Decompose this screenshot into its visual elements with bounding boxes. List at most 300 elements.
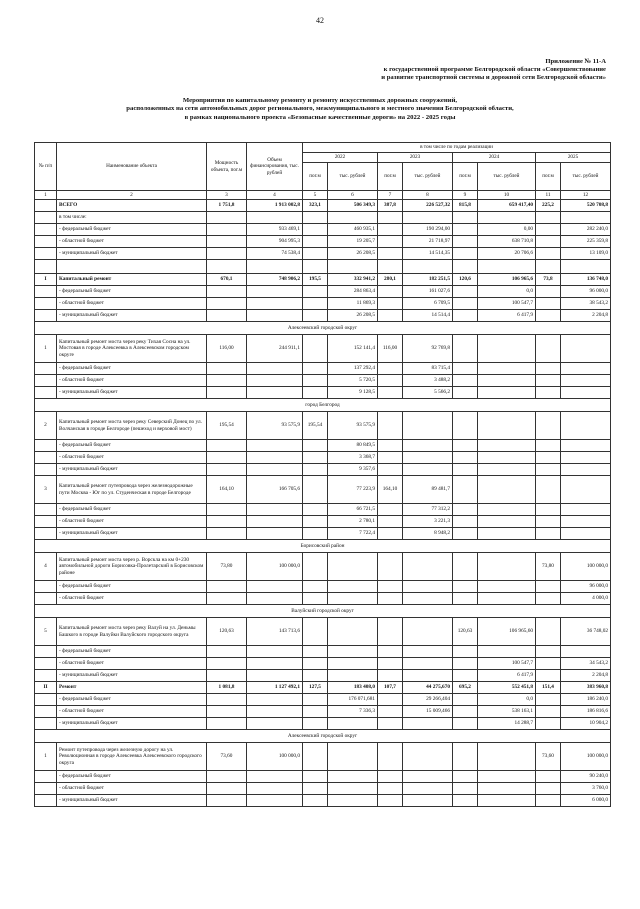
cell-value — [453, 771, 478, 783]
title-line-3: в рамках национального проекта «Безопасные качественные дороги» на 2022 - 2025 годы — [184, 113, 456, 121]
cell-value: 13 109,0 — [561, 248, 611, 260]
row-label: - муниципальный бюджет — [57, 528, 207, 540]
cell-value — [478, 452, 536, 464]
cell-value: 34 543,2 — [561, 658, 611, 670]
table-row — [35, 452, 611, 464]
cell-value — [378, 412, 403, 440]
cell-value: 2 204,8 — [561, 310, 611, 322]
row-label: - областной бюджет — [57, 516, 207, 528]
cell-value — [403, 212, 453, 224]
row-label: Капитальный ремонт моста через реку Тихая Сосна на ул. Мостовая в городе Алексеевка в Алексеевском городском округе — [57, 335, 207, 363]
row-number — [35, 706, 57, 718]
row-label: - федеральный бюджет — [57, 646, 207, 658]
cell-value — [478, 335, 536, 363]
cell-value — [561, 260, 611, 274]
table-row — [35, 200, 611, 212]
cell-value: 520 708,8 — [561, 200, 611, 212]
cell-value: 21 718,97 — [403, 236, 453, 248]
cell-value: 96 000,0 — [561, 286, 611, 298]
row-label: - муниципальный бюджет — [57, 387, 207, 399]
cell-value: 6 709,5 — [403, 298, 453, 310]
row-label: - федеральный бюджет — [57, 440, 207, 452]
cell-value: 383 960,8 — [561, 682, 611, 694]
cell-value — [536, 528, 561, 540]
header-num: № п/п — [35, 143, 57, 191]
cell-value — [207, 440, 247, 452]
table-row — [35, 363, 611, 375]
cell-value — [561, 452, 611, 464]
cell-value — [303, 236, 328, 248]
table-row — [35, 706, 611, 718]
cell-value: 38 543,2 — [561, 298, 611, 310]
cell-value — [378, 260, 403, 274]
cell-value — [207, 298, 247, 310]
cell-value — [403, 646, 453, 658]
cell-value — [303, 783, 328, 795]
cell-value: 73,80 — [536, 553, 561, 581]
cell-value: 106 965,60 — [478, 618, 536, 646]
cell-value: 116,00 — [378, 335, 403, 363]
cell-value — [561, 516, 611, 528]
cell-value — [328, 646, 378, 658]
cell-value: 933 469,1 — [247, 224, 303, 236]
column-number: 2 — [57, 191, 207, 200]
table-row — [35, 581, 611, 593]
cell-value: 66 721,5 — [328, 504, 378, 516]
cell-value — [536, 412, 561, 440]
cell-value — [453, 452, 478, 464]
cell-value — [207, 387, 247, 399]
cell-value — [453, 260, 478, 274]
cell-value — [247, 464, 303, 476]
cell-value: 225,2 — [536, 200, 561, 212]
cell-value — [378, 224, 403, 236]
cell-value — [453, 412, 478, 440]
cell-value: 176 071,681 — [328, 694, 378, 706]
row-number — [35, 783, 57, 795]
row-label: - областной бюджет — [57, 706, 207, 718]
cell-value — [453, 375, 478, 387]
cell-value — [536, 504, 561, 516]
cell-value: 8 948,2 — [403, 528, 453, 540]
cell-value — [536, 298, 561, 310]
cell-value — [536, 452, 561, 464]
header-funding: Объем финансирования, тыс. рублей — [247, 143, 303, 191]
row-number — [35, 464, 57, 476]
cell-value — [453, 528, 478, 540]
row-number — [35, 593, 57, 605]
cell-value — [453, 718, 478, 730]
cell-value — [247, 771, 303, 783]
table-row — [35, 335, 611, 363]
cell-value: 136 748,0 — [561, 274, 611, 286]
cell-value — [403, 440, 453, 452]
header-pogm: пог.м — [378, 163, 403, 191]
cell-value — [536, 581, 561, 593]
cell-value: 80 849,5 — [328, 440, 378, 452]
cell-value: 280,1 — [378, 274, 403, 286]
cell-value — [207, 528, 247, 540]
row-number: 2 — [35, 412, 57, 440]
row-label: - муниципальный бюджет — [57, 670, 207, 682]
cell-value: 100 547,7 — [478, 298, 536, 310]
row-number: 1 — [35, 743, 57, 771]
cell-value: 748 906,2 — [247, 274, 303, 286]
cell-value — [478, 476, 536, 504]
cell-value — [378, 212, 403, 224]
row-label: - федеральный бюджет — [57, 581, 207, 593]
row-label: - муниципальный бюджет — [57, 464, 207, 476]
cell-value — [453, 795, 478, 807]
cell-value — [378, 375, 403, 387]
column-number: 3 — [207, 191, 247, 200]
row-number — [35, 224, 57, 236]
cell-value — [478, 593, 536, 605]
cell-value: 387,8 — [378, 200, 403, 212]
row-label: - федеральный бюджет — [57, 286, 207, 298]
cell-value — [247, 694, 303, 706]
section-title: Алексеевский городской округ — [35, 730, 611, 743]
cell-value — [303, 528, 328, 540]
row-label: - областной бюджет — [57, 658, 207, 670]
cell-value — [561, 412, 611, 440]
cell-value — [403, 670, 453, 682]
cell-value — [207, 646, 247, 658]
cell-value — [207, 363, 247, 375]
cell-value — [403, 783, 453, 795]
cell-value — [453, 224, 478, 236]
cell-value — [207, 375, 247, 387]
cell-value — [453, 504, 478, 516]
cell-value — [303, 464, 328, 476]
cell-value — [303, 553, 328, 581]
column-number: 10 — [478, 191, 536, 200]
cell-value: 552 451,8 — [478, 682, 536, 694]
cell-value — [403, 553, 453, 581]
cell-value — [303, 771, 328, 783]
cell-value — [478, 783, 536, 795]
cell-value — [328, 718, 378, 730]
cell-value — [536, 670, 561, 682]
cell-value — [478, 795, 536, 807]
cell-value — [403, 593, 453, 605]
cell-value: 2 204,8 — [561, 670, 611, 682]
cell-value: 106 965,6 — [478, 274, 536, 286]
cell-value: 6 417,9 — [478, 310, 536, 322]
cell-value — [207, 464, 247, 476]
cell-value — [536, 694, 561, 706]
cell-value — [207, 694, 247, 706]
cell-value — [453, 581, 478, 593]
cell-value — [247, 528, 303, 540]
cell-value — [478, 516, 536, 528]
cell-value: 182 251,5 — [403, 274, 453, 286]
cell-value — [453, 593, 478, 605]
cell-value — [378, 795, 403, 807]
cell-value: 137 292,4 — [328, 363, 378, 375]
cell-value: 164,10 — [378, 476, 403, 504]
cell-value — [403, 771, 453, 783]
cell-value: 460 935,1 — [328, 224, 378, 236]
cell-value — [378, 743, 403, 771]
cell-value — [378, 783, 403, 795]
cell-value: 19 205,7 — [328, 236, 378, 248]
cell-value — [303, 476, 328, 504]
cell-value — [536, 464, 561, 476]
table-row — [35, 236, 611, 248]
cell-value — [536, 248, 561, 260]
cell-value — [453, 298, 478, 310]
row-number — [35, 298, 57, 310]
cell-value — [536, 795, 561, 807]
cell-value — [403, 452, 453, 464]
table-row — [35, 670, 611, 682]
cell-value: 332 941,2 — [328, 274, 378, 286]
cell-value — [453, 783, 478, 795]
table-row — [35, 516, 611, 528]
row-number: 4 — [35, 553, 57, 581]
cell-value — [453, 286, 478, 298]
title-line-1: Мероприятия по капитальному ремонту и ремонту искусственных дорожных сооружений, — [182, 97, 458, 104]
cell-value — [247, 286, 303, 298]
cell-value — [403, 412, 453, 440]
table-row — [35, 682, 611, 694]
cell-value — [378, 646, 403, 658]
cell-value — [303, 212, 328, 224]
cell-value — [378, 310, 403, 322]
cell-value — [536, 363, 561, 375]
row-number — [35, 375, 57, 387]
table-row — [35, 212, 611, 224]
table-row — [35, 694, 611, 706]
row-label: - федеральный бюджет — [57, 504, 207, 516]
cell-value: 2 780,1 — [328, 516, 378, 528]
cell-value — [453, 212, 478, 224]
cell-value: 1 127 492,1 — [247, 682, 303, 694]
cell-value — [303, 646, 328, 658]
cell-value: 0,0 — [478, 286, 536, 298]
table-row — [35, 310, 611, 322]
row-label: Капитальный ремонт моста через р. Ворскла на км 0+230 автомобильной дороги Борисовка-Пролетарский в Борисовском районе — [57, 553, 207, 581]
cell-value: 90 240,0 — [561, 771, 611, 783]
row-label: - муниципальный бюджет — [57, 795, 207, 807]
section-row — [35, 540, 611, 553]
row-number — [35, 260, 57, 274]
cell-value — [247, 387, 303, 399]
row-label: Капитальный ремонт моста через реку Северский Донец по ул. Волчанская в городе Белгороде (пешеход и верховой мост) — [57, 412, 207, 440]
appendix-line-3: и развитие транспортной системы и дорожной сети Белгородской области» — [381, 74, 606, 81]
cell-value — [378, 593, 403, 605]
cell-value: 143 713,6 — [247, 618, 303, 646]
cell-value — [207, 310, 247, 322]
cell-value: 9 357,6 — [328, 464, 378, 476]
cell-value — [478, 212, 536, 224]
row-number: I — [35, 274, 57, 286]
column-number-row — [35, 191, 611, 200]
cell-value — [207, 795, 247, 807]
cell-value — [478, 553, 536, 581]
cell-value: 29 266,404 — [403, 694, 453, 706]
cell-value: 186 240,0 — [561, 694, 611, 706]
cell-value — [453, 236, 478, 248]
cell-value — [561, 646, 611, 658]
header-pogm: пог.м — [453, 163, 478, 191]
cell-value: 100 000,0 — [561, 553, 611, 581]
cell-value: 538 163,1 — [478, 706, 536, 718]
cell-value: 14 514,4 — [403, 310, 453, 322]
cell-value — [247, 298, 303, 310]
cell-value: 73,8 — [536, 274, 561, 286]
cell-value — [328, 553, 378, 581]
row-number — [35, 212, 57, 224]
row-number — [35, 387, 57, 399]
row-label: - федеральный бюджет — [57, 363, 207, 375]
cell-value: 89 481,7 — [403, 476, 453, 504]
cell-value — [328, 593, 378, 605]
cell-value — [536, 260, 561, 274]
cell-value — [207, 248, 247, 260]
header-tys: тыс. рублей — [328, 163, 378, 191]
cell-value — [303, 718, 328, 730]
cell-value: 73,80 — [207, 553, 247, 581]
header-year-2024: 2024 — [453, 153, 536, 163]
cell-value: 6 000,0 — [561, 795, 611, 807]
cell-value: 195,5 — [303, 274, 328, 286]
cell-value: 695,2 — [453, 682, 478, 694]
cell-value: 226 527,32 — [403, 200, 453, 212]
header-year-2023: 2023 — [378, 153, 453, 163]
cell-value: 15 009,466 — [403, 706, 453, 718]
row-number — [35, 504, 57, 516]
cell-value: 10 904,2 — [561, 718, 611, 730]
cell-value: 127,5 — [303, 682, 328, 694]
cell-value — [207, 670, 247, 682]
cell-value: 1 081,8 — [207, 682, 247, 694]
cell-value — [328, 670, 378, 682]
cell-value — [207, 593, 247, 605]
row-number — [35, 646, 57, 658]
cell-value — [536, 236, 561, 248]
cell-value — [247, 363, 303, 375]
cell-value — [478, 387, 536, 399]
cell-value — [247, 795, 303, 807]
row-number: 3 — [35, 476, 57, 504]
cell-value — [303, 670, 328, 682]
cell-value — [478, 581, 536, 593]
table-row — [35, 718, 611, 730]
cell-value: 73,60 — [207, 743, 247, 771]
row-label: Ремонт путепровода через железную дорогу на ул. Революционная в городе Алексеевка Алексеевского городского округа — [57, 743, 207, 771]
cell-value — [247, 658, 303, 670]
header-capacity: Мощность объекта, пог.м — [207, 143, 247, 191]
cell-value — [561, 335, 611, 363]
column-number: 12 — [561, 191, 611, 200]
section-title: Алексеевский городской округ — [35, 322, 611, 335]
cell-value: 7 336,3 — [328, 706, 378, 718]
row-number — [35, 452, 57, 464]
cell-value — [453, 363, 478, 375]
cell-value — [378, 504, 403, 516]
cell-value: 116,00 — [207, 335, 247, 363]
table-row — [35, 440, 611, 452]
cell-value: 0,0 — [478, 694, 536, 706]
table-row — [35, 593, 611, 605]
cell-value — [453, 694, 478, 706]
table-row — [35, 387, 611, 399]
row-number: II — [35, 682, 57, 694]
cell-value — [207, 452, 247, 464]
row-number — [35, 310, 57, 322]
row-label: - муниципальный бюджет — [57, 718, 207, 730]
cell-value — [561, 464, 611, 476]
row-label: Капитальный ремонт — [57, 274, 207, 286]
cell-value: 323,1 — [303, 200, 328, 212]
cell-value — [561, 375, 611, 387]
cell-value: 0,00 — [478, 224, 536, 236]
cell-value — [453, 248, 478, 260]
cell-value: 96 000,0 — [561, 581, 611, 593]
cell-value: 3 760,0 — [561, 783, 611, 795]
cell-value — [247, 783, 303, 795]
cell-value — [536, 618, 561, 646]
cell-value — [247, 504, 303, 516]
cell-value — [328, 212, 378, 224]
cell-value: 659 417,40 — [478, 200, 536, 212]
cell-value — [453, 658, 478, 670]
header-tys: тыс. рублей — [478, 163, 536, 191]
cell-value: 93 575,9 — [328, 412, 378, 440]
cell-value: 3 488,2 — [403, 375, 453, 387]
row-number — [35, 363, 57, 375]
cell-value — [328, 658, 378, 670]
cell-value: 6 417,9 — [478, 670, 536, 682]
cell-value — [536, 646, 561, 658]
cell-value: 164,10 — [207, 476, 247, 504]
table-row — [35, 658, 611, 670]
cell-value: 92 769,8 — [403, 335, 453, 363]
cell-value: 186 816,6 — [561, 706, 611, 718]
cell-value — [478, 440, 536, 452]
row-label: - областной бюджет — [57, 593, 207, 605]
cell-value — [303, 618, 328, 646]
cell-value — [207, 581, 247, 593]
table-row — [35, 298, 611, 310]
row-number: 1 — [35, 335, 57, 363]
cell-value — [378, 286, 403, 298]
row-number: 5 — [35, 618, 57, 646]
table-row — [35, 743, 611, 771]
cell-value: 77 223,9 — [328, 476, 378, 504]
row-label: Капитальный ремонт моста через реку Валуй на ул. Деньмы Башкого в городе Валуйки Валуйского городского округа — [57, 618, 207, 646]
cell-value — [403, 581, 453, 593]
cell-value — [536, 658, 561, 670]
cell-value — [303, 286, 328, 298]
table-row — [35, 286, 611, 298]
cell-value — [247, 212, 303, 224]
cell-value — [247, 581, 303, 593]
row-number — [35, 658, 57, 670]
cell-value — [207, 212, 247, 224]
cell-value — [536, 706, 561, 718]
table-row — [35, 464, 611, 476]
cell-value — [536, 387, 561, 399]
header-year-2025: 2025 — [536, 153, 611, 163]
row-label: - областной бюджет — [57, 452, 207, 464]
cell-value — [303, 298, 328, 310]
cell-value — [536, 224, 561, 236]
row-label: - федеральный бюджет — [57, 771, 207, 783]
row-label: Ремонт — [57, 682, 207, 694]
